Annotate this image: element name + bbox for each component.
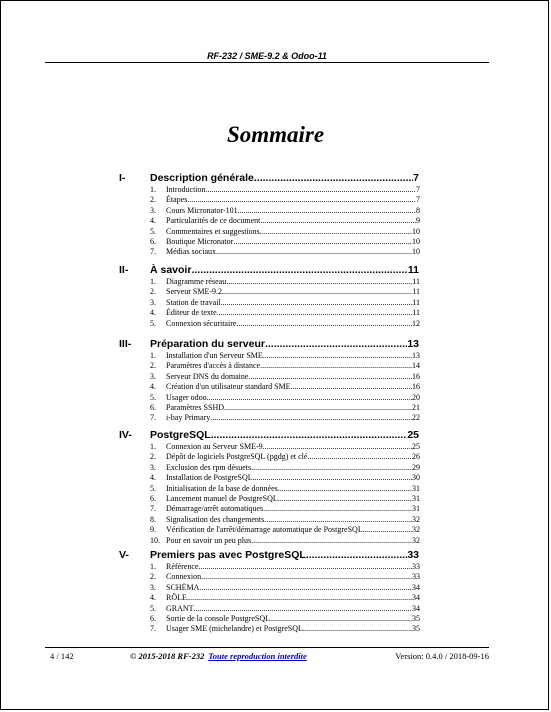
toc-entry-page: 10 xyxy=(412,237,420,246)
toc-leader-dots xyxy=(363,525,412,534)
toc-leader-dots xyxy=(221,298,413,307)
toc-entry[interactable] xyxy=(0,308,551,319)
toc-entry-number: 1. xyxy=(150,351,156,360)
toc-entry-title: Paramètres SSHD xyxy=(166,403,224,412)
toc-entry-line xyxy=(166,484,420,493)
toc-section-number: I- xyxy=(119,172,126,184)
toc-section-heading[interactable] xyxy=(0,429,551,441)
toc-entry-page: 21 xyxy=(412,403,420,412)
toc-leader-dots xyxy=(194,604,412,613)
toc-entry-page: 33 xyxy=(412,572,420,582)
toc-leader-dots xyxy=(187,195,416,204)
toc-entry[interactable] xyxy=(0,572,551,583)
toc-entry-number: 7. xyxy=(150,504,156,514)
toc-entry[interactable] xyxy=(0,562,551,573)
toc-entry-line xyxy=(166,351,420,360)
toc-entry-line xyxy=(166,525,420,534)
toc-entry-title: Usager SME (michelandre) et PostgreSQL xyxy=(166,624,303,634)
toc-entry-number: 7. xyxy=(150,247,156,257)
toc-entry-title: Étapes xyxy=(166,195,188,205)
toc-entry-title: Station de travail xyxy=(166,297,221,307)
toc-entry-number: 3. xyxy=(150,205,156,215)
toc-entry-number: 8. xyxy=(150,514,156,524)
toc-entry-number: 5. xyxy=(150,392,156,402)
toc-entry-line xyxy=(166,515,420,524)
page-header: RF-232 / SME-9.2 & Odoo-11 xyxy=(207,51,327,61)
toc-entry-page: 35 xyxy=(412,624,420,634)
toc-leader-dots xyxy=(263,504,412,513)
toc-entry-line xyxy=(166,463,420,472)
toc-entry[interactable] xyxy=(0,403,551,414)
toc-entry-title: Signalisation des changements xyxy=(166,514,265,524)
toc-section-title: Premiers pas avec PostgreSQL xyxy=(150,549,306,561)
toc-entry[interactable] xyxy=(0,351,551,362)
toc-leader-dots xyxy=(201,572,412,581)
toc-leader-dots xyxy=(264,515,412,524)
toc-section-number: V- xyxy=(119,549,129,561)
toc-section-title: Description générale xyxy=(150,172,254,184)
toc-leader-dots xyxy=(270,614,412,623)
toc-entry-page: 11 xyxy=(412,297,420,307)
toc-entry-line xyxy=(166,237,420,246)
toc-entry-page: 35 xyxy=(412,614,420,623)
toc-entry-page: 20 xyxy=(412,392,420,402)
page-title: Sommaire xyxy=(226,122,325,147)
toc-entry-number: 5. xyxy=(150,603,156,613)
toc-entry-number: 5. xyxy=(150,226,156,236)
toc-leader-dots xyxy=(251,536,412,545)
toc-entry-page: 14 xyxy=(412,361,420,371)
toc-entry-line xyxy=(166,504,420,513)
toc-entry[interactable] xyxy=(0,593,551,604)
toc-entry-title: Création d'un utilisateur standard SME xyxy=(166,382,291,392)
toc-leader-dots xyxy=(199,583,412,592)
toc-section-title: Préparation du serveur xyxy=(150,338,265,350)
toc-entry-title: Vérification de l'arrêt/démarrage automatique de PostgreSQL xyxy=(166,525,363,535)
toc-leader-dots xyxy=(306,549,407,561)
toc-entry-line xyxy=(166,413,420,422)
toc-section-page: 33 xyxy=(407,549,419,561)
toc-leader-dots xyxy=(260,216,416,225)
toc-entry-line xyxy=(166,206,420,215)
toc-leader-dots xyxy=(238,206,416,215)
toc-leader-dots xyxy=(260,361,412,370)
toc-entry-page: 12 xyxy=(412,318,420,328)
toc-entry-number: 2. xyxy=(150,452,156,462)
toc-entry[interactable] xyxy=(0,494,551,505)
toc-entry-line xyxy=(166,583,420,592)
footer-version: Version: 0.4.0 / 2018-09-16 xyxy=(395,651,489,661)
header-rule xyxy=(45,62,489,63)
toc-entry-page: 8 xyxy=(416,205,420,215)
toc-entry-page: 10 xyxy=(412,226,420,236)
toc-entry[interactable] xyxy=(0,583,551,594)
toc-entry-number: 4. xyxy=(150,308,156,318)
toc-entry-line xyxy=(166,298,420,307)
toc-entry-number: 5. xyxy=(150,483,156,493)
footer-rule xyxy=(45,647,489,648)
toc-entry-page: 11 xyxy=(412,277,420,286)
toc-entry-page: 31 xyxy=(412,483,420,493)
toc-section-heading[interactable] xyxy=(0,549,551,561)
footer-page-number: 4 / 142 xyxy=(50,651,74,661)
toc-section-number: IV- xyxy=(119,429,132,441)
toc-entry-line xyxy=(166,308,420,317)
toc-entry-title: Usager odoo xyxy=(166,392,207,402)
toc-entry-number: 2. xyxy=(150,572,156,582)
toc-leader-dots xyxy=(251,463,412,472)
toc-entry-title: Connexion au Serveur SME-9 xyxy=(166,442,263,451)
toc-entry-page: 31 xyxy=(412,504,420,514)
toc-entry-title: Médias sociaux xyxy=(166,247,216,257)
toc-leader-dots xyxy=(198,562,412,571)
toc-entry[interactable] xyxy=(0,413,551,424)
toc-entry-line xyxy=(166,572,420,581)
toc-entry-line xyxy=(166,604,420,613)
toc-leader-dots xyxy=(236,319,412,328)
footer-copyright-text: © 2015-2018 RF-232 xyxy=(130,651,205,661)
toc-entry-number: 9. xyxy=(150,525,156,535)
toc-entry-page: 11 xyxy=(412,308,420,318)
toc-entry-page: 10 xyxy=(412,247,420,257)
toc-entry-title: Référence xyxy=(166,562,199,571)
toc-entry-page: 13 xyxy=(412,351,420,360)
toc-entry-title: Serveur DNS du domaine xyxy=(166,371,249,381)
toc-entry-line xyxy=(166,614,420,623)
toc-entry-number: 4. xyxy=(150,216,156,226)
toc-entry-title: Dépôt de logiciels PostgreSQL (pgdg) et clé xyxy=(166,452,308,462)
toc-entry-title: Éditeur de texte xyxy=(166,308,217,318)
toc-leader-dots xyxy=(217,308,413,317)
toc-entry-line xyxy=(166,536,420,545)
toc-entry-page: 25 xyxy=(412,442,420,451)
toc-entry[interactable] xyxy=(0,287,551,298)
toc-entry[interactable] xyxy=(0,372,551,383)
toc-entry-line xyxy=(166,185,420,194)
toc-leader-dots xyxy=(254,172,413,184)
toc-leader-dots xyxy=(210,413,412,422)
toc-entry-number: 3. xyxy=(150,462,156,472)
footer-reproduction-link[interactable]: Toute reproduction interdite xyxy=(208,651,307,661)
toc-entry-line xyxy=(166,473,420,482)
toc-entry[interactable] xyxy=(0,237,551,248)
toc-section-number: III- xyxy=(119,338,132,350)
toc-entry-title: Connexion sécuritaire xyxy=(166,318,237,328)
toc-leader-dots xyxy=(226,277,412,286)
toc-leader-dots xyxy=(303,624,412,633)
toc-entry-number: 4. xyxy=(150,473,156,483)
toc-entry-page: 9 xyxy=(416,216,420,226)
toc-entry[interactable] xyxy=(0,227,551,238)
toc-entry[interactable] xyxy=(0,504,551,515)
toc-entry-number: 3. xyxy=(150,582,156,592)
toc-entry-title: Commentaires et suggestions xyxy=(166,226,260,236)
toc-entry-line xyxy=(166,382,420,391)
toc-entry-title: GRANT xyxy=(166,603,194,613)
toc-entry-number: 1. xyxy=(150,185,156,194)
toc-leader-dots xyxy=(278,494,412,503)
toc-entry-number: 1. xyxy=(150,562,156,571)
toc-entry[interactable] xyxy=(0,393,551,404)
toc-entry-page: 7 xyxy=(416,185,420,194)
toc-entry-line xyxy=(166,403,420,412)
toc-entry-line xyxy=(166,195,420,204)
toc-entry-title: Initialisation de la base de données xyxy=(166,483,278,493)
toc-section-heading[interactable] xyxy=(0,338,551,350)
toc-entry-title: i-bay Primary xyxy=(166,413,211,423)
toc-entry[interactable] xyxy=(0,361,551,372)
toc-entry-number: 4. xyxy=(150,593,156,603)
toc-entry[interactable] xyxy=(0,624,551,635)
toc-entry-number: 2. xyxy=(150,287,156,297)
toc-entry-page: 34 xyxy=(412,582,420,592)
toc-entry-title: SCHÉMA xyxy=(166,582,200,592)
toc-entry[interactable] xyxy=(0,195,551,206)
toc-entry-number: 2. xyxy=(150,195,156,205)
toc-entry-number: 10. xyxy=(150,535,160,545)
toc-entry-number: 5. xyxy=(150,318,156,328)
toc-entry-page: 11 xyxy=(412,287,420,297)
toc-entry-title: Particularités de ce document xyxy=(166,216,261,226)
toc-entry-line xyxy=(166,452,420,461)
toc-entry-title: Sortie de la console PostgreSQL xyxy=(166,614,270,623)
toc-entry-line xyxy=(166,562,420,571)
toc-entry-number: 6. xyxy=(150,403,156,412)
toc-section-page: 7 xyxy=(413,172,419,184)
toc-entry-page: 33 xyxy=(412,562,420,571)
toc-entry-line xyxy=(166,227,420,236)
toc-entry-page: 31 xyxy=(412,494,420,503)
toc-entry-line xyxy=(166,393,420,402)
toc-leader-dots xyxy=(233,237,412,246)
toc-entry-title: RÔLE xyxy=(166,593,187,603)
toc-entry[interactable] xyxy=(0,216,551,227)
toc-entry-page: 32 xyxy=(412,514,420,524)
toc-entry-number: 4. xyxy=(150,382,156,392)
toc-entry-title: Paramètres d'accès à distance xyxy=(166,361,261,371)
toc-leader-dots xyxy=(187,593,412,602)
toc-leader-dots xyxy=(263,442,412,451)
toc-section-title-line xyxy=(150,429,419,441)
toc-entry[interactable] xyxy=(0,442,551,453)
toc-entry-page: 34 xyxy=(412,593,420,603)
toc-entry[interactable] xyxy=(0,277,551,288)
toc-entry[interactable] xyxy=(0,614,551,625)
toc-entry-title: Serveur SME-9.2 xyxy=(166,287,222,297)
toc-entry-number: 6. xyxy=(150,494,156,503)
toc-leader-dots xyxy=(224,403,412,412)
toc-section-title-line xyxy=(150,338,419,350)
toc-entry-line xyxy=(166,593,420,602)
toc-entry[interactable] xyxy=(0,298,551,309)
toc-entry-page: 32 xyxy=(412,525,420,535)
toc-entry-title: Lancement manuel de PostgreSQL xyxy=(166,494,278,503)
toc-entry-line xyxy=(166,494,420,503)
toc-entry-number: 6. xyxy=(150,237,156,246)
toc-section-title-line xyxy=(150,549,419,561)
toc-entry-number: 6. xyxy=(150,614,156,623)
toc-entry-title: Exclusion des rpm désuets xyxy=(166,462,252,472)
toc-entry-line xyxy=(166,319,420,328)
toc-section-title-line xyxy=(150,264,419,276)
toc-entry[interactable] xyxy=(0,463,551,474)
toc-entry-title: Introduction xyxy=(166,185,206,194)
toc-section-title-line xyxy=(150,172,419,184)
toc-entry-page: 16 xyxy=(412,382,420,392)
toc-section-title: À savoir xyxy=(150,264,192,276)
toc-entry-line xyxy=(166,624,420,633)
toc-entry-number: 7. xyxy=(150,624,156,634)
toc-leader-dots xyxy=(222,287,412,296)
toc-entry-title: Cours Micronator-101 xyxy=(166,205,238,215)
toc-entry[interactable] xyxy=(0,473,551,484)
toc-entry-line xyxy=(166,442,420,451)
toc-entry[interactable] xyxy=(0,247,551,258)
toc-entry-title: Démarrage/arrêt automatiques xyxy=(166,504,264,514)
toc-entry-title: Installation d'un Serveur SME xyxy=(166,351,263,360)
toc-leader-dots xyxy=(291,382,412,391)
toc-section-page: 25 xyxy=(407,429,419,441)
toc-entry-number: 2. xyxy=(150,361,156,371)
toc-entry-page: 30 xyxy=(412,473,420,483)
toc-entry[interactable] xyxy=(0,319,551,330)
toc-section-page: 13 xyxy=(407,338,419,350)
toc-entry-number: 3. xyxy=(150,371,156,381)
toc-entry-number: 1. xyxy=(150,442,156,451)
toc-entry-page: 32 xyxy=(412,535,420,545)
toc-entry-page: 34 xyxy=(412,603,420,613)
toc-entry[interactable] xyxy=(0,604,551,615)
toc-section-heading[interactable] xyxy=(0,172,551,184)
toc-entry-page: 26 xyxy=(412,452,420,462)
toc-entry[interactable] xyxy=(0,206,551,217)
toc-section-page: 11 xyxy=(407,264,419,276)
toc-entry-title: Connexion xyxy=(166,572,202,582)
toc-entry-line xyxy=(166,277,420,286)
toc-entry-line xyxy=(166,372,420,381)
toc-entry[interactable] xyxy=(0,536,551,547)
toc-entry[interactable] xyxy=(0,452,551,463)
toc-entry-number: 3. xyxy=(150,297,156,307)
toc-entry[interactable] xyxy=(0,515,551,526)
toc-section-number: II- xyxy=(119,264,129,276)
toc-section-heading[interactable] xyxy=(0,264,551,276)
toc-entry-page: 7 xyxy=(416,195,420,205)
toc-entry-line xyxy=(166,361,420,370)
toc-leader-dots xyxy=(278,484,412,493)
toc-leader-dots xyxy=(211,429,408,441)
toc-entry-title: Installation de PostgreSQL xyxy=(166,473,253,483)
toc-entry-page: 29 xyxy=(412,462,420,472)
toc-entry[interactable] xyxy=(0,382,551,393)
toc-entry-line xyxy=(166,216,420,225)
toc-entry-page: 22 xyxy=(412,413,420,423)
toc-entry-title: Diagramme réseau xyxy=(166,277,227,286)
toc-entry-title: Pour en savoir un peu plus xyxy=(166,535,252,545)
toc-entry[interactable] xyxy=(0,525,551,536)
toc-entry-line xyxy=(166,287,420,296)
toc-leader-dots xyxy=(265,338,407,350)
toc-leader-dots xyxy=(307,452,412,461)
toc-leader-dots xyxy=(253,473,412,482)
footer-copyright xyxy=(130,651,307,661)
toc-entry-number: 1. xyxy=(150,277,156,286)
toc-section-title: PostgreSQL xyxy=(150,429,211,441)
toc-entry[interactable] xyxy=(0,185,551,196)
toc-entry-line xyxy=(166,247,420,256)
toc-leader-dots xyxy=(263,351,412,360)
toc-entry[interactable] xyxy=(0,484,551,495)
toc-leader-dots xyxy=(248,372,412,381)
toc-entry-page: 16 xyxy=(412,371,420,381)
toc-leader-dots xyxy=(216,247,412,256)
toc-leader-dots xyxy=(191,264,407,276)
toc-leader-dots xyxy=(206,185,416,194)
toc-entry-title: Boutique Micronator xyxy=(166,237,234,246)
toc-entry-number: 7. xyxy=(150,413,156,423)
toc-leader-dots xyxy=(260,227,412,236)
toc-leader-dots xyxy=(207,393,412,402)
